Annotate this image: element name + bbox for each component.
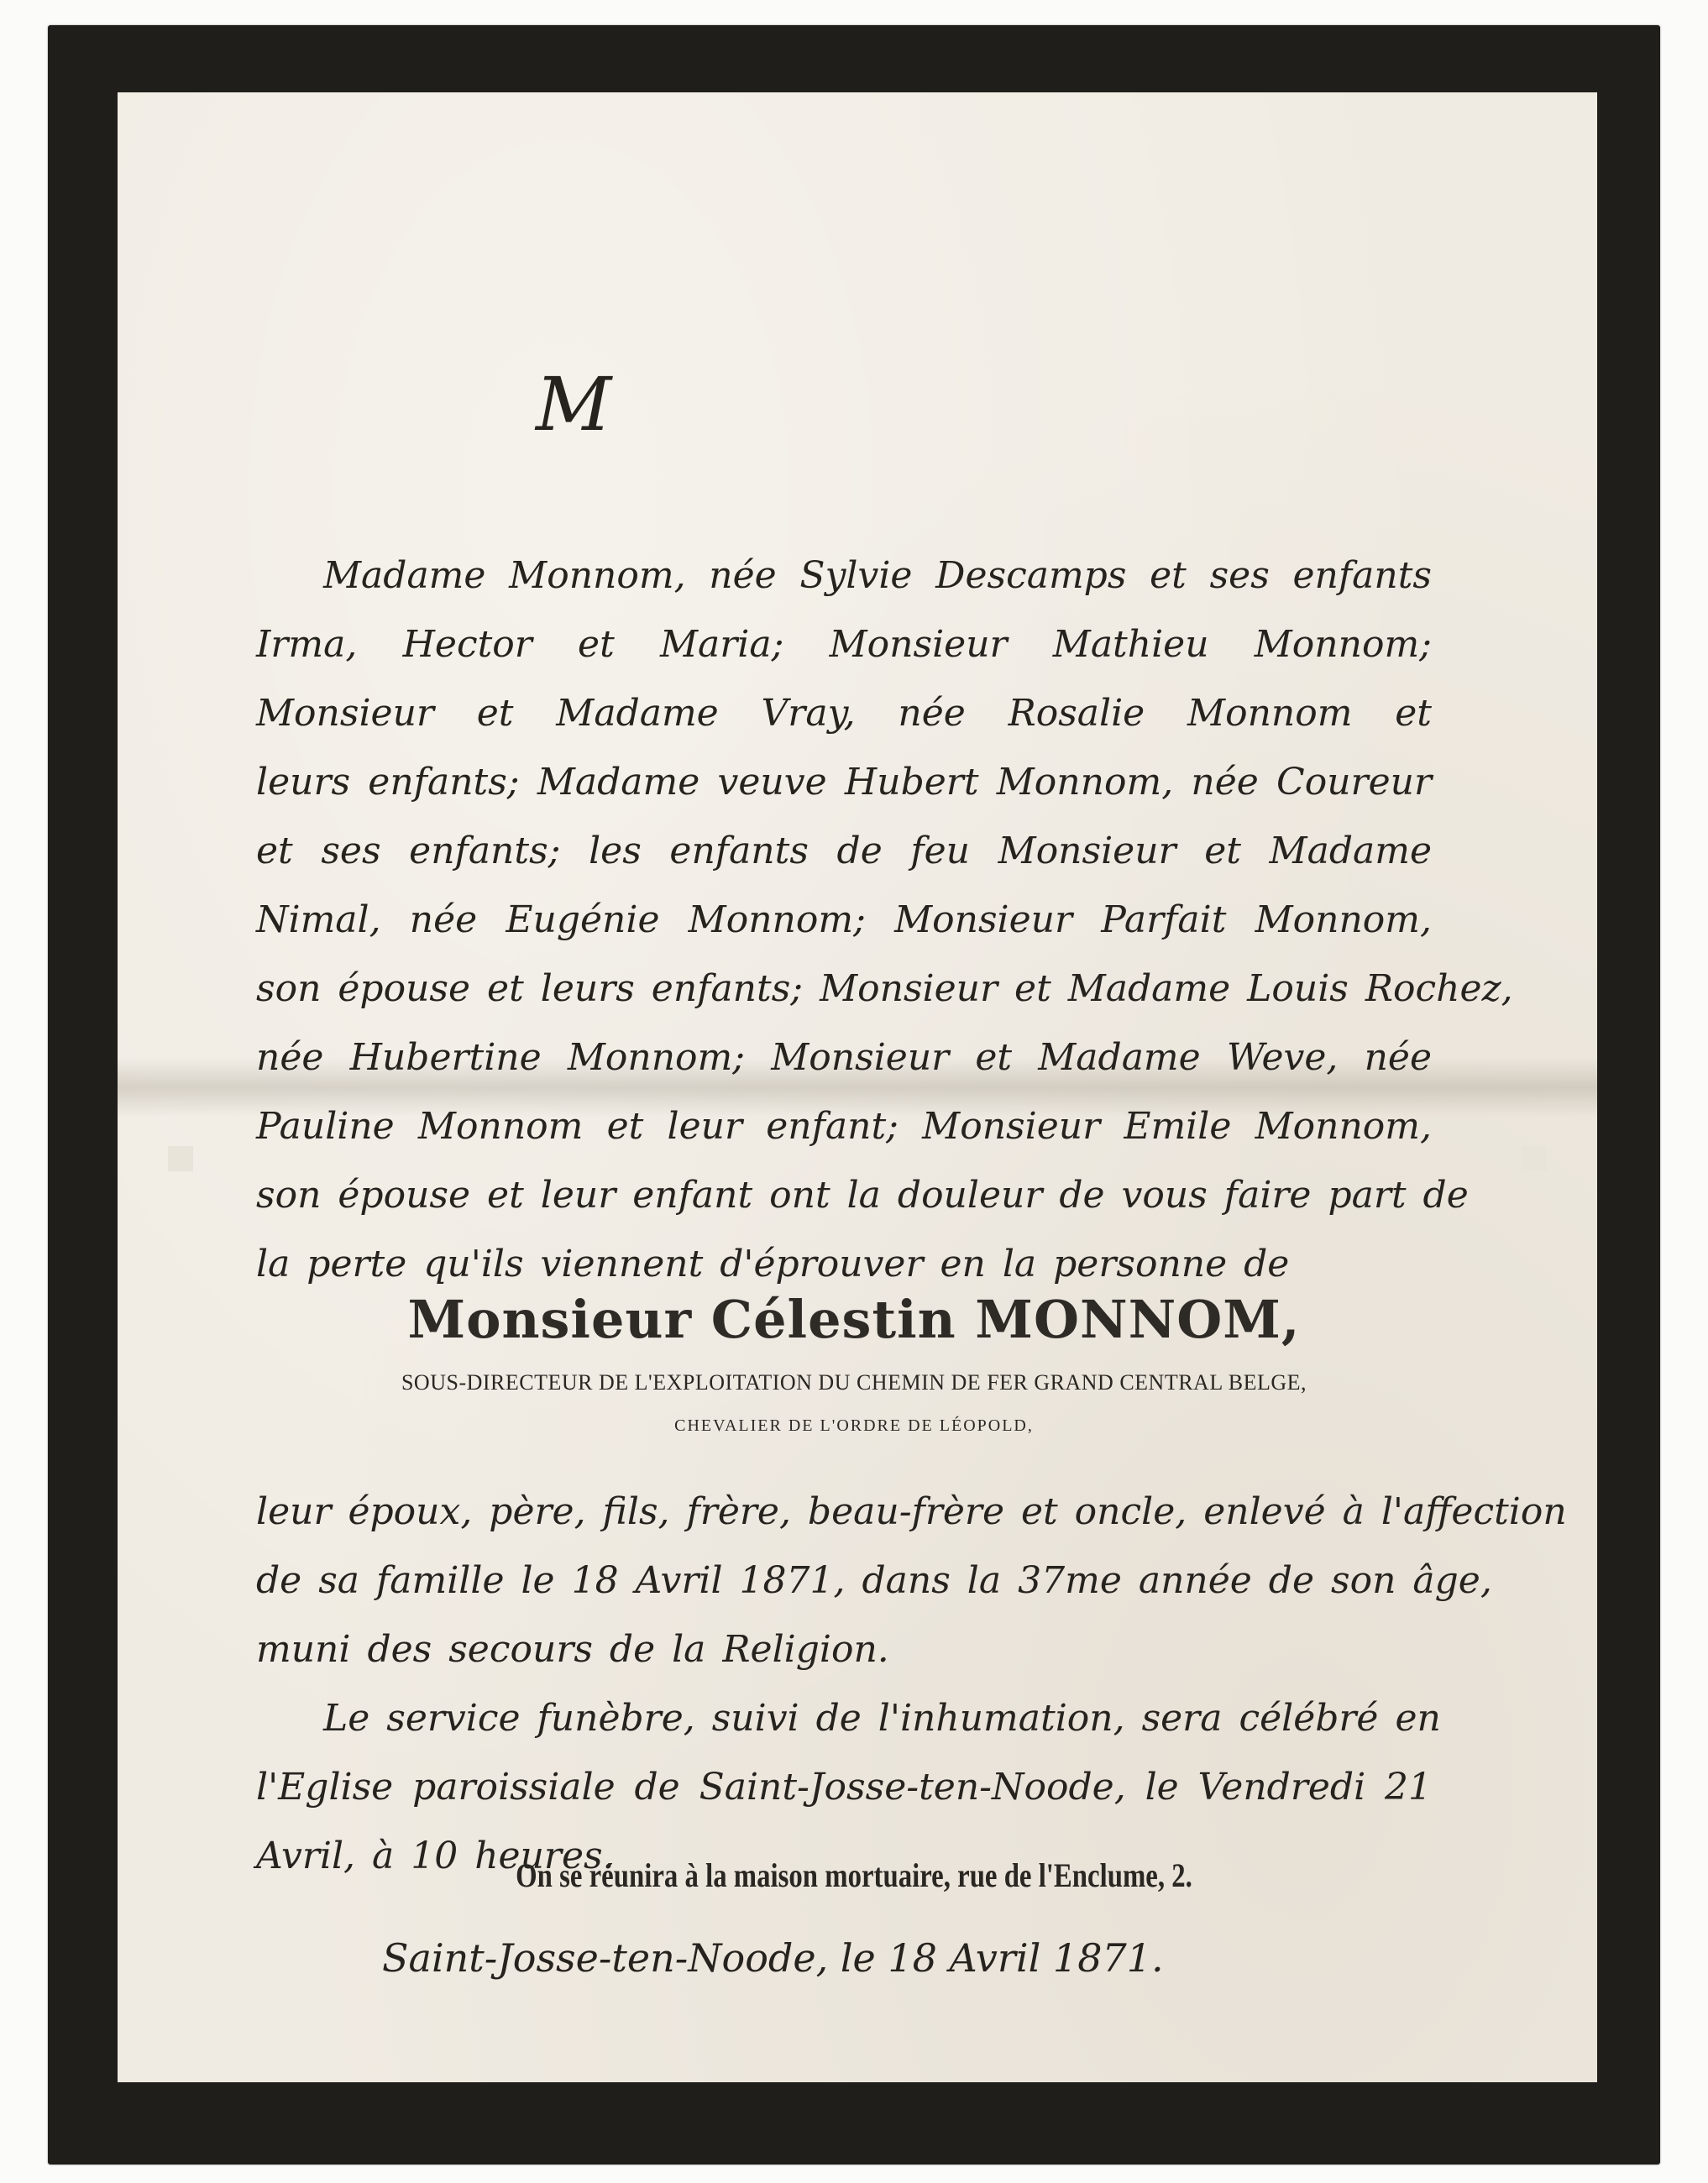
deceased-name: Monsieur Célestin MONNOM, (407, 1289, 1301, 1350)
death-details (256, 1478, 1567, 1891)
deceased-title-honour: CHEVALIER DE L'ORDRE DE LÉOPOLD, (674, 1416, 1034, 1435)
family-announcement (256, 542, 1513, 1299)
gathering-notice: On se réunira à la maison mortuaire, rue de l'Enclume, 2. (516, 1856, 1192, 1894)
family-line: leurs enfants; Madame veuve Hubert Monnom, née Coureur (256, 761, 1432, 804)
detail-line: leur époux, père, fils, frère, beau-frère et oncle, enlevé à l'affection (256, 1490, 1567, 1533)
detail-line: Le service funèbre, suivi de l'inhumation, sera célébré en (323, 1697, 1441, 1740)
family-line: et ses enfants; les enfants de feu Monsieur et Madame (256, 830, 1432, 872)
family-line: son épouse et leurs enfants; Monsieur et Madame Louis Rochez, (256, 967, 1513, 1010)
place-and-date: Saint-Josse-ten-Noode, le 18 Avril 1871. (382, 1935, 1164, 1981)
family-line: Irma, Hector et Maria; Monsieur Mathieu Monnom; (256, 623, 1432, 666)
detail-line: de sa famille le 18 Avril 1871, dans la 37me année de son âge, (256, 1559, 1492, 1602)
fold-notch-left (168, 1146, 193, 1171)
detail-line: muni des secours de la Religion. (256, 1628, 889, 1671)
detail-line: l'Eglise paroissiale de Saint-Josse-ten-Noode, le Vendredi 21 (256, 1766, 1432, 1809)
family-line: Nimal, née Eugénie Monnom; Monsieur Parfait Monnom, (256, 898, 1432, 941)
family-line: Madame Monnom, née Sylvie Descamps et ses enfants (323, 554, 1432, 597)
family-line: Pauline Monnom et leur enfant; Monsieur Emile Monnom, (256, 1105, 1432, 1148)
fold-notch-right (1522, 1146, 1547, 1171)
family-line: née Hubertine Monnom; Monsieur et Madame Weve, née (256, 1036, 1432, 1079)
detail-line: Avril, à 10 heures. (256, 1835, 615, 1877)
salutation-initial: M (536, 361, 612, 448)
family-line: son épouse et leur enfant ont la douleur de vous faire part de (256, 1174, 1469, 1217)
family-line: Monsieur et Madame Vray, née Rosalie Monnom et (256, 692, 1432, 735)
deceased-title-position: SOUS-DIRECTEUR DE L'EXPLOITATION DU CHEMIN DE FER GRAND CENTRAL BELGE, (401, 1370, 1307, 1395)
family-line: la perte qu'ils viennent d'éprouver en la personne de (256, 1243, 1290, 1285)
